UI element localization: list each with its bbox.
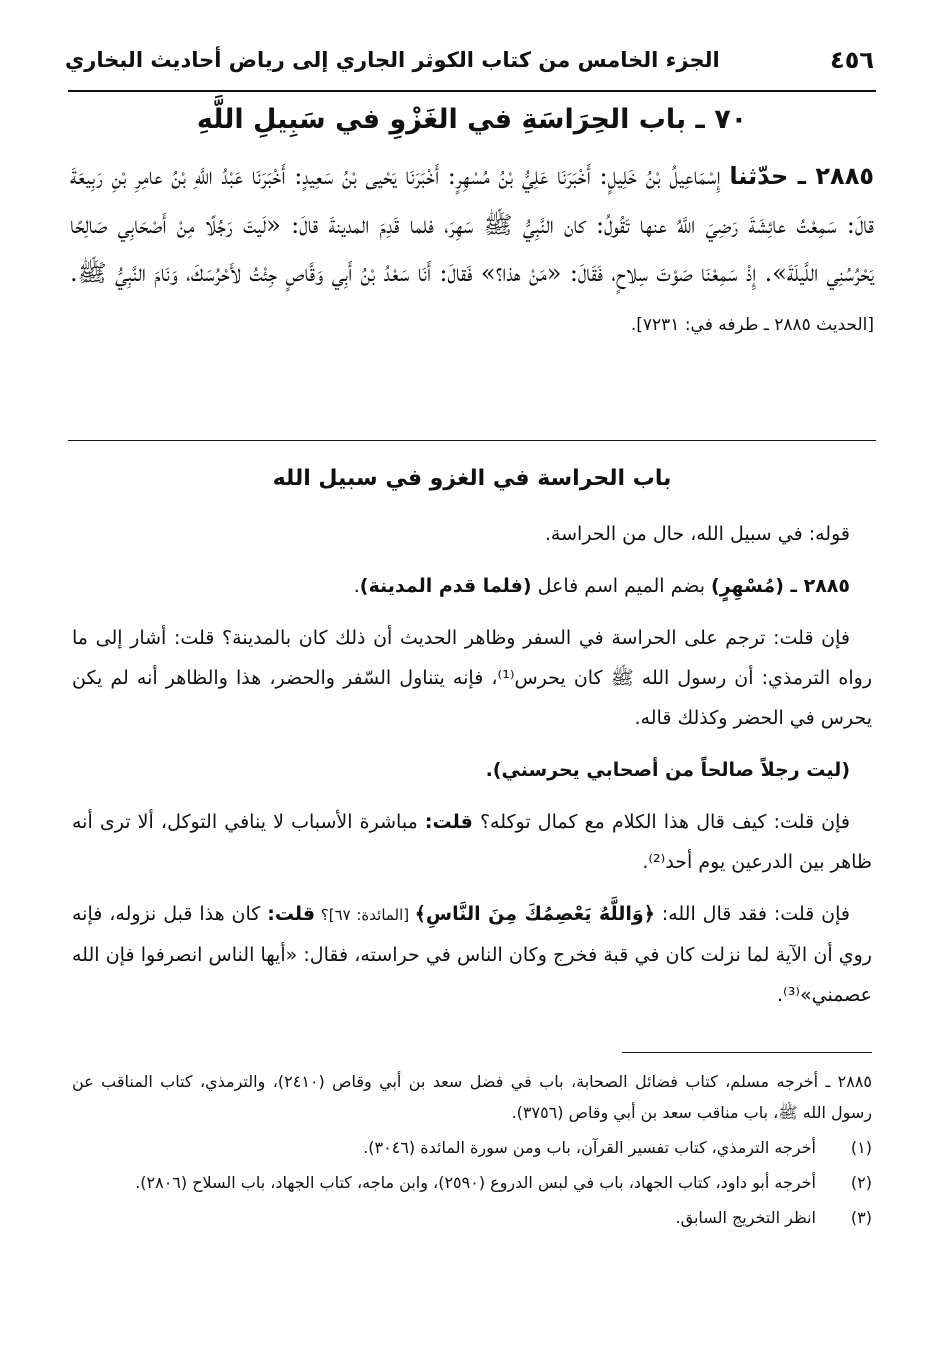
- commentary-text: قوله: في سبيل الله، حال من الحراسة.: [544, 523, 850, 545]
- hadith-text: [70, 152, 874, 349]
- commentary-text: مباشرة الأسباب لا ينافي التوكل، ألا ترى أنه ظاهر بين الدرعين يوم أحد⁽²⁾.: [72, 811, 872, 873]
- commentary-lemma: ٢٨٨٥ ـ (مُسْهِرٍ): [711, 575, 850, 597]
- commentary-paragraph: [72, 750, 872, 790]
- commentary-text: فإن قلت: ترجم على الحراسة في السفر وظاهر الحديث أن ذلك كان بالمدينة؟ قلت: أشار إلى ما رواه الترمذي: أن رسول الله ﷺ كان يحرس⁽¹⁾، فإنه يتناول السّفر والحضر، هذا والظاهر أنه لم يكن يحرس في الحضر وكذلك قاله.: [72, 627, 872, 729]
- commentary-heading: باب الحراسة في الغزو في سبيل الله: [272, 466, 672, 491]
- commentary-text: كان هذا قبل نزوله، فإنه روي أن الآية لما نزلت كان في قبة فخرج وكان الناس في حراسته، فقال: «أيها الناس انصرفوا فإن الله عصمني»⁽³⁾.: [72, 903, 872, 1006]
- hadith-number: ٢٨٨٥ ـ حدّثنا: [729, 162, 874, 190]
- commentary-text: فإن قلت: فقد قال الله:: [654, 903, 850, 925]
- header-rule: [68, 90, 876, 92]
- commentary-paragraph: [72, 802, 872, 882]
- book-title: الجزء الخامس من كتاب الكوثر الجاري إلى رياض أحاديث البخاري: [65, 48, 720, 72]
- footnote-rule: [622, 1052, 872, 1053]
- footnotes: [72, 1066, 872, 1237]
- running-header: [65, 40, 874, 80]
- commentary-text: .: [353, 575, 360, 597]
- commentary-text: فإن قلت: كيف قال هذا الكلام مع كمال توكله؟: [472, 811, 851, 833]
- commentary-body: [72, 514, 872, 1027]
- commentary-paragraph: [72, 618, 872, 738]
- section-rule: [68, 440, 876, 441]
- commentary-paragraph: [72, 566, 872, 606]
- footnote-text: أخرجه أبو داود، كتاب الجهاد، باب في لبس الدروع (٢٥٩٠)، وابن ماجه، كتاب الجهاد، باب السلاح (٢٨٠٦).: [135, 1173, 816, 1192]
- hadith-reference: [الحديث ٢٨٨٥ ـ طرفه في: ٧٢٣١].: [630, 314, 874, 335]
- footnote-text: أخرجه الترمذي، كتاب تفسير القرآن، باب ومن سورة المائدة (٣٠٤٦).: [363, 1138, 816, 1157]
- commentary-answer-marker: قلت:: [424, 811, 473, 833]
- verse-reference: [المائدة: ٦٧]؟: [315, 906, 415, 924]
- commentary-answer-marker: قلت:: [267, 903, 316, 925]
- footnote-mark: (٢): [850, 1173, 872, 1192]
- commentary-paragraph: [72, 894, 872, 1015]
- footnote-hadith: ٢٨٨٥ ـ أخرجه مسلم، كتاب فضائل الصحابة، باب في فضل سعد بن أبي وقاص (٢٤١٠)، والترمذي، كتاب المناقب عن رسول الله ﷺ، باب مناقب سعد بن أبي وقاص (٣٧٥٦).: [72, 1072, 872, 1122]
- hadith-body: إِسْمَاعِيلُ بْنُ خَلِيلٍ: أَخْبَرَنَا عَلِيُّ بْنُ مُسْهِرٍ: أَخْبَرَنَا يَحْيى بْنُ سَعِيدٍ: أَخْبَرَنَا عَبْدُ اللَّهِ بْنُ عامِرِ بْنِ رَبِيعَةَ قالَ: سَمِعْتُ عائِشَةَ رَضِيَ اللَّهُ عنها تَقُولُ: كان النَّبِيُّ ﷺ سَهِرَ، فلما قَدِمَ المدينةَ قالَ: «لَيتَ رَجُلًا مِنْ أَصْحَابِي صَالِحًا يَحْرُسُنِي اللَّيلَةَ». إِذْ سَمِعْنَا صَوْتَ سِلاحٍ، فَقَالَ: «مَنْ هذا؟» فَقالَ: أَنَا سَعْدُ بْنُ أَبِي وَقَّاصٍ جِئْتُ لأَحْرُسَكَ، وَنَامَ النَّبِيُّ ﷺ.: [70, 162, 875, 287]
- chapter-heading: ٧٠ ـ باب الحِرَاسَةِ في الغَزْوِ في سَبِيلِ اللَّهِ: [196, 104, 748, 135]
- footnote: [72, 1202, 872, 1233]
- commentary-paragraph: [72, 514, 872, 554]
- footnote-mark: (٣): [850, 1208, 872, 1227]
- footnote: [72, 1132, 872, 1163]
- footnote-mark: (١): [850, 1138, 872, 1157]
- quran-verse: ﴿وَاللَّهُ يَعْصِمُكَ مِنَ النَّاسِ﴾: [414, 903, 655, 925]
- footnote: [72, 1167, 872, 1198]
- commentary-text: بضم الميم اسم فاعل: [531, 575, 712, 597]
- page-number: ٤٥٦: [830, 46, 874, 74]
- commentary-lemma: (ليت رجلاً صالحاً من أصحابي يحرسني).: [485, 759, 850, 781]
- commentary-lemma: (فلما قدم المدينة): [359, 575, 532, 597]
- footnote-text: انظر التخريج السابق.: [675, 1208, 816, 1227]
